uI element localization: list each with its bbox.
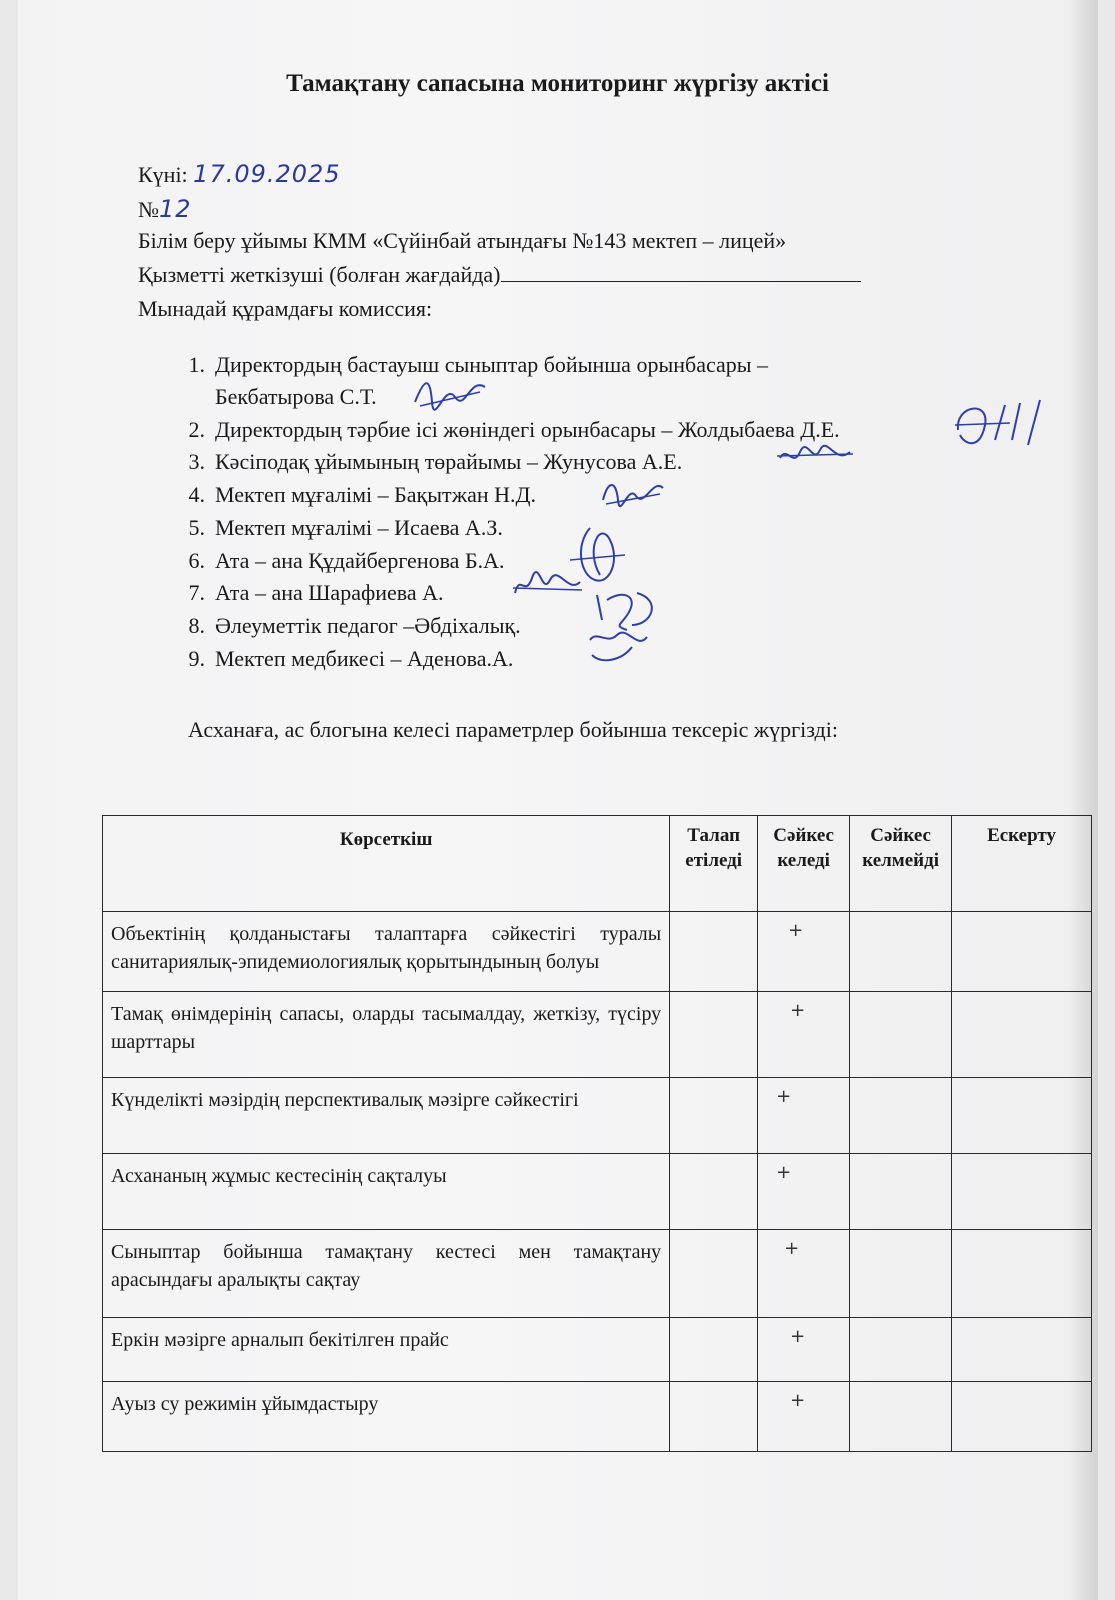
row-note [952,1318,1092,1382]
row-indicator: Күнделікті мәзірдің перспективалық мәзірге сәйкестігі [103,1078,670,1154]
number-line [138,195,192,223]
signature-6-icon [510,568,585,604]
row-compliant-mark: + [758,1318,850,1382]
signature-3-icon [775,440,855,470]
row-compliant-mark: + [758,1078,850,1154]
row-noncompliant [850,1318,952,1382]
row-required [670,1382,758,1452]
row-indicator: Асхананың жұмыс кестесінің сақталуы [103,1154,670,1230]
number-value: 12 [159,195,192,223]
row-noncompliant [850,992,952,1078]
date-value: 17.09.2025 [193,160,341,188]
member-item-3: 3. Кәсіподақ ұйымының төрайымы – Жунусова А.Е. [188,449,683,474]
row-indicator: Еркін мәзірге арналып бекітілген прайс [103,1318,670,1382]
row-required [670,992,758,1078]
table-row [103,912,1092,992]
supplier-label: Қызметті жеткізуші (болған жағдайда) [138,262,501,287]
number-label: № [138,197,159,222]
header-required: Талап етіледі [670,816,758,912]
member-item-7: 7. Ата – ана Шарафиева А. [188,580,444,605]
row-note [952,1230,1092,1318]
row-compliant-mark: + [758,992,850,1078]
row-noncompliant [850,912,952,992]
intro-paragraph: Асханаға, ас блогына келесі параметрлер бойынша тексеріс жүргізді: [188,717,838,742]
member-item-1: 1. Директордың бастауыш сыныптар бойынша орынбасары – [188,352,769,377]
supplier-line [138,262,861,288]
row-note [952,912,1092,992]
table-row [103,1078,1092,1154]
row-noncompliant [850,1382,952,1452]
date-label: Күні: [138,162,188,187]
header-noncompliant: Сәйкес келмейді [850,816,952,912]
date-line [138,160,341,188]
commission-line: Мынадай құрамдағы комиссия: [138,296,433,321]
table-row [103,1154,1092,1230]
table-row [103,1318,1092,1382]
row-compliant-mark: + [758,912,850,992]
table-row [103,1382,1092,1452]
row-required [670,1230,758,1318]
document-title: Тамақтану сапасына мониторинг жүргізу актісі [286,70,829,97]
member-item-5: 5. Мектеп мұғалімі – Исаева А.З. [188,515,503,540]
table-row [103,992,1092,1078]
row-note [952,1154,1092,1230]
row-required [670,912,758,992]
member-item-1-cont: Бекбатырова С.Т. [215,384,377,409]
row-required [670,1078,758,1154]
row-compliant-mark: + [758,1382,850,1452]
header-indicator: Көрсеткіш [103,816,670,912]
row-indicator: Ауыз су режимін ұйымдастыру [103,1382,670,1452]
organization-line: Білім беру ұйымы КММ «Сүйінбай атындағы №143 мектеп – лицей» [138,228,787,253]
table-header-row [103,816,1092,912]
row-noncompliant [850,1230,952,1318]
row-note [952,1382,1092,1452]
row-note [952,992,1092,1078]
inspection-table [102,815,1092,1452]
header-compliant: Сәйкес келеді [758,816,850,912]
member-item-6: 6. Ата – ана Құдайбергенова Б.А. [188,548,505,573]
row-note [952,1078,1092,1154]
row-compliant-mark: + [758,1230,850,1318]
header-note: Ескерту [952,816,1092,912]
member-item-9: 9. Мектеп медбикесі – Аденова.А. [188,646,514,671]
member-item-4: 4. Мектеп мұғалімі – Бақытжан Н.Д. [188,482,536,507]
row-compliant-mark: + [758,1154,850,1230]
row-indicator: Тамақ өнімдерінің сапасы, оларды тасымалдау, жеткізу, түсіру шарттары [103,992,670,1078]
signature-1-icon [410,372,490,416]
row-noncompliant [850,1078,952,1154]
signature-2-icon [950,395,1045,455]
signature-7-icon [582,585,667,675]
row-indicator: Объектінің қолданыстағы талаптарға сәйкестігі туралы санитариялық-эпидемиологиялық қорытындының болуы [103,912,670,992]
member-item-2: 2. Директордың тәрбие ісі жөніндегі орынбасары – Жолдыбаева Д.Е. [188,417,840,442]
member-item-8: 8. Әлеуметтік педагог –Әбдіхалық. [188,613,521,638]
signature-4-icon [598,472,668,512]
table-row [103,1230,1092,1318]
row-noncompliant [850,1154,952,1230]
row-indicator: Сыныптар бойынша тамақтану кестесі мен тамақтану арасындағы аралықты сақтау [103,1230,670,1318]
row-required [670,1154,758,1230]
row-required [670,1318,758,1382]
supplier-blank [501,263,861,282]
